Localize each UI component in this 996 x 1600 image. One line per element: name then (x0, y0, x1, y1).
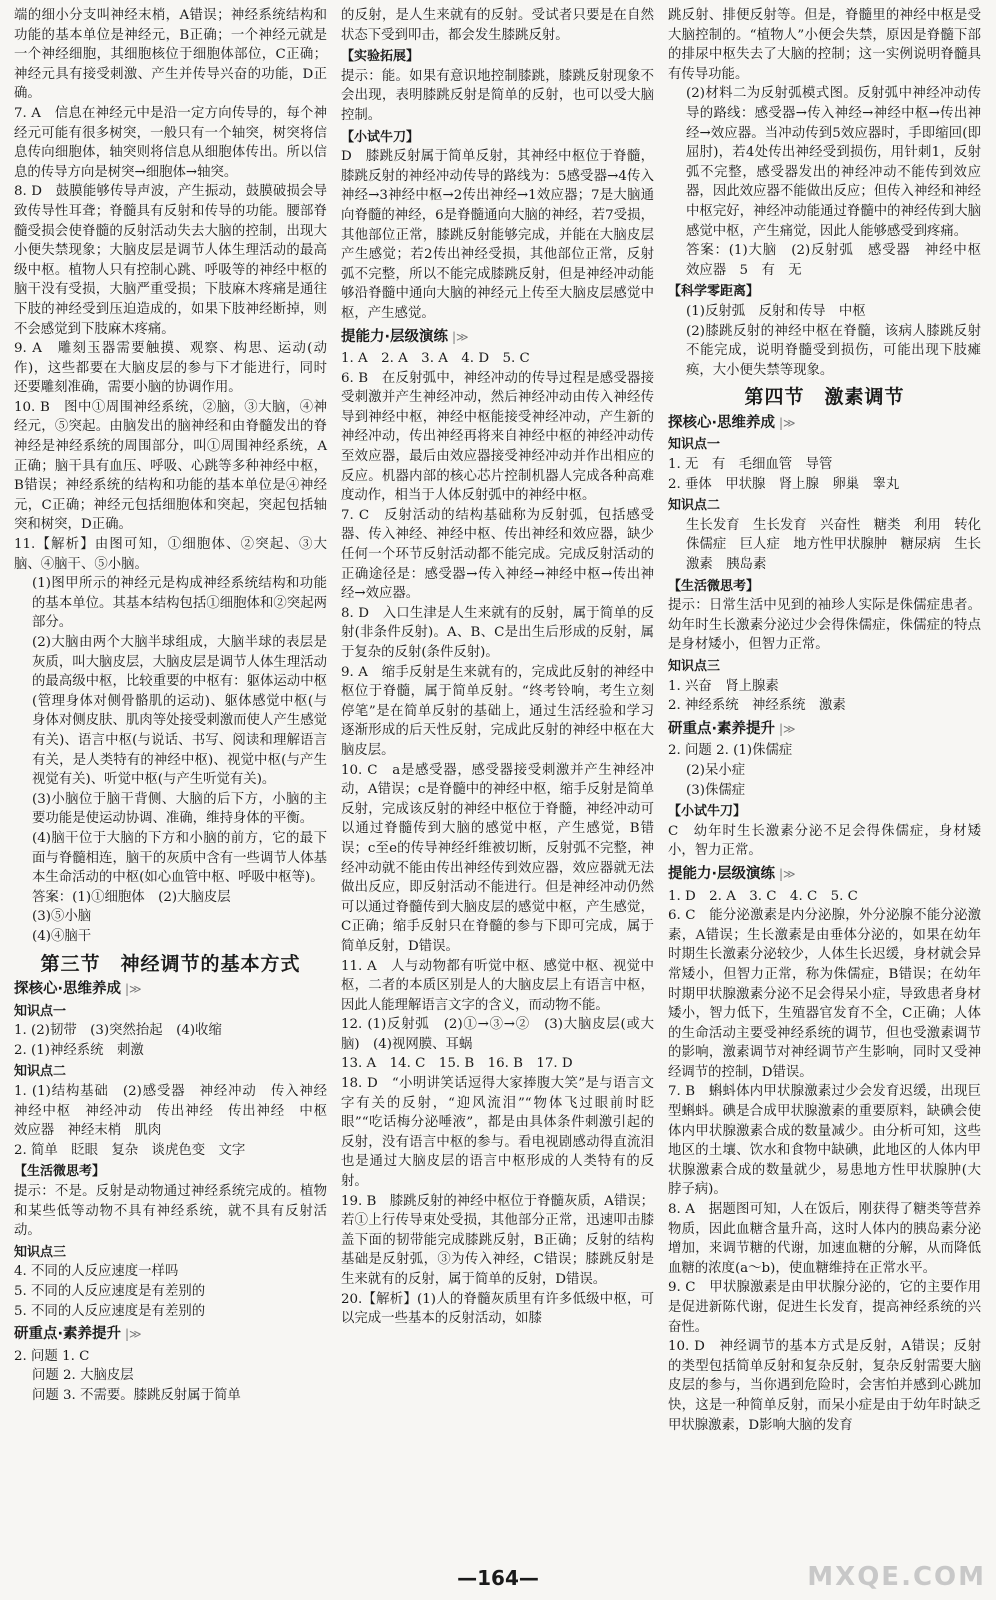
answer-text: (3)⑤小脑 (32, 909, 92, 925)
answer-item: 10. B 图中①周围神经系统，②脑，③大脑，④神经元，⑤突起。由脑发出的脑神经和由脊髓发出的脊神经是神经系统的周围部分，叫①周围神经系统，A正确；脑干具有血压、呼吸、心跳等多种神经中枢，B错误；神经系统的结构和功能的基本单位是④神经元，C正确；神经元包括细胞体和突起，突起包括轴突和树突，D正确。 (14, 399, 327, 533)
answer-item: 7. B 蝌蚪体内甲状腺激素过少会发育迟缓，出现巨型蝌蚪。碘是合成甲状腺激素的重要原料，缺碘会使体内甲状腺激素合成的数量减少。由分析可知，这些地区的土壤、饮水和食物中缺碘，此地区的人体内甲状腺激素合成的数量就少，易患地方性甲状腺肿(大脖子病)。 (668, 1084, 981, 1198)
knowledge-point-label: 知识点二 (668, 498, 721, 514)
answer-item: 9. A 雕刻玉器需要触摸、观察、构思、运动(动作)，这些都要在大脑皮层的参与下才能进行，同时还要雕刻准确，需要小脑的协调作用。 (14, 341, 327, 396)
section-header (14, 980, 327, 1000)
answer-item: 8. D 入口生津是人生来就有的反射，属于简单的反射(非条件反射)。A、B、C是出生后形成的反射，属于复杂的反射(条件反射)。 (341, 605, 654, 660)
answer-item: 7. A 信息在神经元中是沿一定方向传导的，每个神经元可能有很多树突，一般只有一个轴突，树突将信息传向细胞体，轴突则将信息从细胞体传出。所以信息的传导方向是树突→细胞体→轴突。 (14, 105, 327, 180)
answer-item: 19. B 膝跳反射的神经中枢位于脊髓灰质，A错误；若①上行传导束处受损，其他部分正常，迅速叩击膝盖下面的韧带能完成膝跳反射，B正确；反射的结构基础是反射弧，③为传入神经，C错误；膝跳反射是生来就有的反射，属于简单的反射，D错误。 (341, 1193, 654, 1287)
box-tag: 【生活微思考】 (14, 1164, 106, 1180)
answer-item: 10. C a是感受器，感受器接受刺激并产生神经冲动，A错误；c是脊髓中的神经中枢，缩手反射是简单反射，完成该反射的神经中枢位于脊髓，神经冲动可以通过脊髓传到大脑的感觉中枢，产生感觉，B错误；c至e的传导神经纤维被切断，反射弧不完整，神经冲动就不能由传出神经传到效应器，效应器就无法做出反应，即反射活动不能进行。但是神经冲动仍然可以通过脊髓传到大脑皮层的感觉中枢，产生感觉，C正确；缩手反射只在脊髓的参与下即可完成，属于简单反射，D错误。 (341, 762, 654, 954)
answer-text: (3)侏儒症 (686, 782, 746, 798)
answer-item: 1. D 2. A 3. C 4. C 5. C (668, 888, 858, 904)
arrow-icon: |≫ (779, 415, 796, 430)
answer-item: 11.【解析】由图可知，①细胞体、②突起、③大脑、④脑干、⑤小脑。 (14, 537, 327, 572)
watermark: MXQE.COM (807, 1562, 986, 1592)
section-header (14, 1325, 327, 1345)
answer-page (14, 6, 995, 1566)
answer-item: 2. 神经系统 神经系统 激素 (668, 698, 846, 714)
knowledge-point-label: 知识点二 (14, 1064, 67, 1080)
knowledge-point-label: 知识点三 (668, 659, 721, 674)
answer-text: (4)脑干位于大脑的下方和小脑的前方，它的最下面与脊髓相连，脑干的灰质中含有一些调节人体基本生命活动的中枢(如心血管中枢、呼吸中枢等)。 (32, 830, 327, 886)
answer-item: 1. A 2. A 3. A 4. D 5. C (341, 351, 530, 367)
answer-text: (4)④脑干 (32, 928, 92, 944)
answer-text: (2)呆小症 (686, 762, 746, 778)
answer-item: 9. C 甲状腺激素是由甲状腺分泌的，它的主要作用是促进新陈代谢，促进生长发育，提高神经系统的兴奋性。 (668, 1280, 981, 1335)
answer-item: C 幼年时生长激素分泌不足会得侏儒症，身材矮小，智力正常。 (668, 823, 981, 859)
section-title: 第三节 神经调节的基本方式 (40, 952, 301, 975)
answer-item: 提示：日常生活中见到的袖珍人实际是侏儒症患者。幼年时生长激素分泌过少会得侏儒症，侏儒症的特点是身材矮小，但智力正常。 (668, 598, 981, 653)
answer-item: D 膝跳反射属于简单反射，其神经中枢位于脊髓，膝跳反射的神经冲动传导的路线为：5感受器→4传入神经→3神经中枢→2传出神经→1效应器；7是大脑通向脊髓的神经，6是脊髓通向大脑的神经，若7受损，其他部位正常，膝跳反射能够完成，并能在大脑皮层产生感觉；若2传出神经受损，其他部位正常，反射弧不完整，所以不能完成膝跳反射，但是神经冲动能够沿脊髓中通向大脑的神经元上传至大脑皮层感觉中枢，产生感觉。 (341, 149, 654, 321)
answer-item: 6. B 在反射弧中，神经冲动的传导过程是感受器接受刺激并产生神经冲动，然后神经冲动由传入神经传导到神经中枢，神经中枢能接受神经冲动，产生新的神经冲动，传出神经再将来自神经中枢的神经冲动传至效应器，最后由效应器接受神经冲动并作出相应的反应。机器内部的核心芯片控制机器人完成各种高难度动作，相当于人体反射弧中的神经中枢。 (341, 370, 654, 504)
box-tag: 【小试牛刀】 (668, 804, 747, 820)
answer-item: 2. 问题 2. (1)侏儒症 (668, 743, 793, 759)
answer-item: 18. D “小明讲笑话逗得大家捧腹大笑”是与语言文字有关的反射，“迎风流泪”“物体飞过眼前时眨眼”“吃话梅分泌唾液”，都是由具体条件刺激引起的反射，没有语言中枢的参与。看电视剧感动得直流泪也是通过大脑皮层的语言中枢形成的人类特有的反射。 (341, 1076, 654, 1190)
answer-item: 20.【解析】(1)人的脊髓灰质里有许多低级中枢，可以完成一些基本的反射活动，如膝 (341, 1291, 654, 1327)
answer-item: 13. A 14. C 15. B 16. B 17. D (341, 1056, 573, 1072)
box-tag: 【生活微思考】 (668, 578, 760, 594)
answer-text: (2)大脑由两个大脑半球组成，大脑半球的表层是灰质，叫大脑皮层，大脑皮层是调节人体生理活动的最高级中枢，比较重要的中枢有：躯体运动中枢(管理身体对侧骨骼肌的运动)、躯体感觉中枢(与身体对侧皮肤、肌肉等处接受刺激而使人产生感觉有关)、语言中枢(与说话、书写、阅读和理解语言有关，是人类特有的神经中枢)、视觉中枢(与产生视觉有关)、听觉中枢(与产生听觉有关)。 (32, 635, 327, 788)
answer-item: 11. A 人与动物都有听觉中枢、感觉中枢、视觉中枢，二者的本质区别是人的大脑皮层上有语言中枢，因此人能理解语言文字的含义，而动物不能。 (341, 958, 654, 1013)
answer-item: 提示：不是。反射是动物通过神经系统完成的。植物和某些低等动物不具有神经系统，就不具有反射活动。 (14, 1184, 327, 1239)
answer-text: (2)膝跳反射的神经中枢在脊髓，该病人膝跳反射不能完成，说明脊髓受到损伤，可能出现下肢瘫痪，大小便失禁等现象。 (686, 323, 981, 378)
arrow-icon: |≫ (125, 1327, 142, 1342)
answer-item: 2. 垂体 甲状腺 肾上腺 卵巢 睾丸 (668, 476, 900, 492)
section-header-label: 研重点·素养提升 (14, 1326, 122, 1343)
section-header-label: 提能力·层级演练 (341, 328, 449, 345)
answer-item: 提示：能。如果有意识地控制膝跳，膝跳反射现象不会出现，表明膝跳反射是简单的反射，也可以受大脑控制。 (341, 68, 654, 123)
arrow-icon: |≫ (779, 866, 796, 881)
answer-text: (1)图甲所示的神经元是构成神经系统结构和功能的基本单位。其基本结构包括①细胞体和②突起两部分。 (32, 576, 327, 631)
answer-item: 的反射，是人生来就有的反射。受试者只要是在自然状态下受到叩击，都会发生膝跳反射。 (341, 8, 654, 43)
answer-item: 2. 简单 眨眼 复杂 谈虎色变 文字 (14, 1142, 246, 1158)
box-tag: 【科学零距离】 (668, 284, 760, 300)
answer-text: 答案：(1)①细胞体 (2)大脑皮层 (32, 889, 231, 905)
answer-text: 答案：(1)大脑 (2)反射弧 感受器 神经中枢 效应器 5 有 无 (686, 243, 995, 278)
section-header (668, 865, 981, 885)
section-header (668, 720, 981, 740)
knowledge-point-label: 知识点三 (14, 1244, 67, 1260)
arrow-icon: |≫ (452, 329, 469, 344)
page-number: —164— (457, 1566, 539, 1590)
box-tag: 【小试牛刀】 (341, 129, 420, 145)
answer-text: (3)小脑位于脑干背侧、大脑的后下方，小脑的主要功能是使运动协调、准确，维持身体的平衡。 (32, 791, 327, 827)
answer-text: (2)材料二为反射弧模式图。反射弧中神经冲动传导的路线：感受器→传入神经→神经中枢→传出神经→效应器。当冲动传到5效应器时，手即缩回(即屈肘)，若4处传出神经受到损伤，用针刺1，反射弧不完整，感受器发出的神经冲动不能传到效应器，因此效应器不能做出反应；但传入神经和神经中枢完好，神经冲动能通过脊髓中的神经传到大脑感觉中枢，产生痛觉，因此人能够感受到疼痛。 (686, 86, 981, 239)
answer-item: 8. D 鼓膜能够传导声波，产生振动，鼓膜破损会导致传导性耳聋；脊髓具有反射和传导的功能。腰部脊髓受损会使脊髓的反射活动失去大脑的控制，出现大小便失禁现象；大脑皮层是调节人体生理活动的最高级中枢。植物人只有控制心跳、呼吸等的神经中枢的脑干没有受损，大脑严重受损；下肢麻木疼痛是通往下肢的神经受到压迫造成的，如果下肢神经断掉，则不会感觉到下肢麻木疼痛。 (14, 184, 327, 337)
answer-text: 问题 3. 不需要。膝跳反射属于简单 (32, 1387, 241, 1403)
column-right (668, 6, 995, 1566)
answer-text: (1)反射弧 反射和传导 中枢 (686, 303, 866, 319)
answer-item: 12. (1)反射弧 (2)①→③→② (3)大脑皮层(或大脑) (4)视网膜、耳蜗 (341, 1017, 654, 1052)
column-left (14, 6, 341, 1566)
answer-item: 1. (2)韧带 (3)突然抬起 (4)收缩 (14, 1023, 222, 1039)
section-header (668, 414, 981, 434)
answer-item: 1. (1)结构基础 (2)感受器 神经冲动 传入神经 神经中枢 神经冲动 传出神经 传出神经 中枢 效应器 神经末梢 肌肉 (14, 1084, 341, 1139)
answer-item: 2. 问题 1. C (14, 1348, 90, 1364)
answer-item: 9. A 缩手反射是生来就有的，完成此反射的神经中枢位于脊髓，属于简单反射。“终考铃响，考生立刻停笔”是在简单反射的基础上，通过生活经验和学习逐渐形成的后天性反射，完成此反射的神经中枢在大脑皮层。 (341, 664, 654, 758)
section-header-label: 探核心·思维养成 (14, 981, 122, 998)
answer-item: 1. 兴奋 肾上腺素 (668, 678, 779, 694)
arrow-icon: |≫ (125, 982, 142, 997)
answer-text: 生长发育 生长发育 兴奋性 糖类 利用 转化 侏儒症 巨人症 地方性甲状腺肿 糖尿病 生长激素 胰岛素 (686, 517, 995, 573)
answer-item: 8. A 据题图可知，人在饭后，刚获得了糖类等营养物质，因此血糖含量升高，这时人体内的胰岛素分泌增加，来调节糖的代谢，加速血糖的分解，从而降低血糖的浓度(a～b)，使血糖维持在正常水平。 (668, 1202, 981, 1276)
section-header-label: 研重点·素养提升 (668, 720, 776, 737)
answer-text: 问题 2. 大脑皮层 (32, 1368, 134, 1384)
knowledge-point-label: 知识点一 (14, 1003, 67, 1019)
arrow-icon: |≫ (779, 721, 796, 736)
answer-item: 4. 不同的人反应速度一样吗 (14, 1264, 179, 1280)
answer-item: 跳反射、排便反射等。但是，脊髓里的神经中枢是受大脑控制的。“植物人”小便会失禁，原因是脊髓下部的排尿中枢失去了大脑的控制；这一实例说明脊髓具有传导功能。 (668, 8, 981, 82)
answer-item: 5. 不同的人反应速度是有差别的 (14, 1303, 206, 1319)
section-header-label: 探核心·思维养成 (668, 414, 776, 431)
column-middle (341, 6, 654, 1566)
answer-item: 端的细小分支叫神经末梢，A错误；神经系统结构和功能的基本单位是神经元，B正确；一个神经元就是一个神经细胞，其细胞核位于细胞体部位，C正确；神经元具有接受刺激、产生并传导兴奋的功能，D正确。 (14, 8, 327, 102)
box-tag: 【实验拓展】 (341, 49, 420, 65)
answer-item: 2. (1)神经系统 刺激 (14, 1042, 144, 1058)
section-header-label: 提能力·层级演练 (668, 865, 776, 882)
section-title: 第四节 激素调节 (744, 386, 905, 409)
answer-item: 6. C 能分泌激素是内分泌腺，外分泌腺不能分泌激素，A错误；生长激素是由垂体分泌的，如果在幼年时期生长激素分泌较少，人体生长迟缓，身材就会异常矮小，但智力正常，称为侏儒症，B错误；在幼年时期甲状腺激素分泌不足会得呆小症，导致患者身材矮小，智力低下，生殖器官发育不全，C正确；人体的生命活动主要受神经系统的调节，但也受激素调节的影响，激素调节对神经调节产生影响，同时又受神经调节的控制，D错误。 (668, 908, 981, 1080)
answer-item: 1. 无 有 毛细血管 导管 (668, 457, 833, 473)
answer-item: 5. 不同的人反应速度是有差别的 (14, 1284, 206, 1299)
answer-item: 7. C 反射活动的结构基础称为反射弧，包括感受器、传入神经、神经中枢、传出神经和效应器，缺少任何一个环节反射活动都不能完成。完成反射活动的正确途径是：感受器→传入神经→神经中枢→传出神经→效应器。 (341, 507, 654, 602)
section-header (341, 328, 654, 348)
answer-item: 10. D 神经调节的基本方式是反射，A错误；反射的类型包括简单反射和复杂反射，复杂反射需要大脑皮层的参与，当你遇到危险时，会害怕并感到心跳加快，这是一种简单反射，而呆小症是由于幼年时缺乏甲状腺激素，D影响大脑的发育 (668, 1339, 981, 1433)
knowledge-point-label: 知识点一 (668, 437, 721, 453)
